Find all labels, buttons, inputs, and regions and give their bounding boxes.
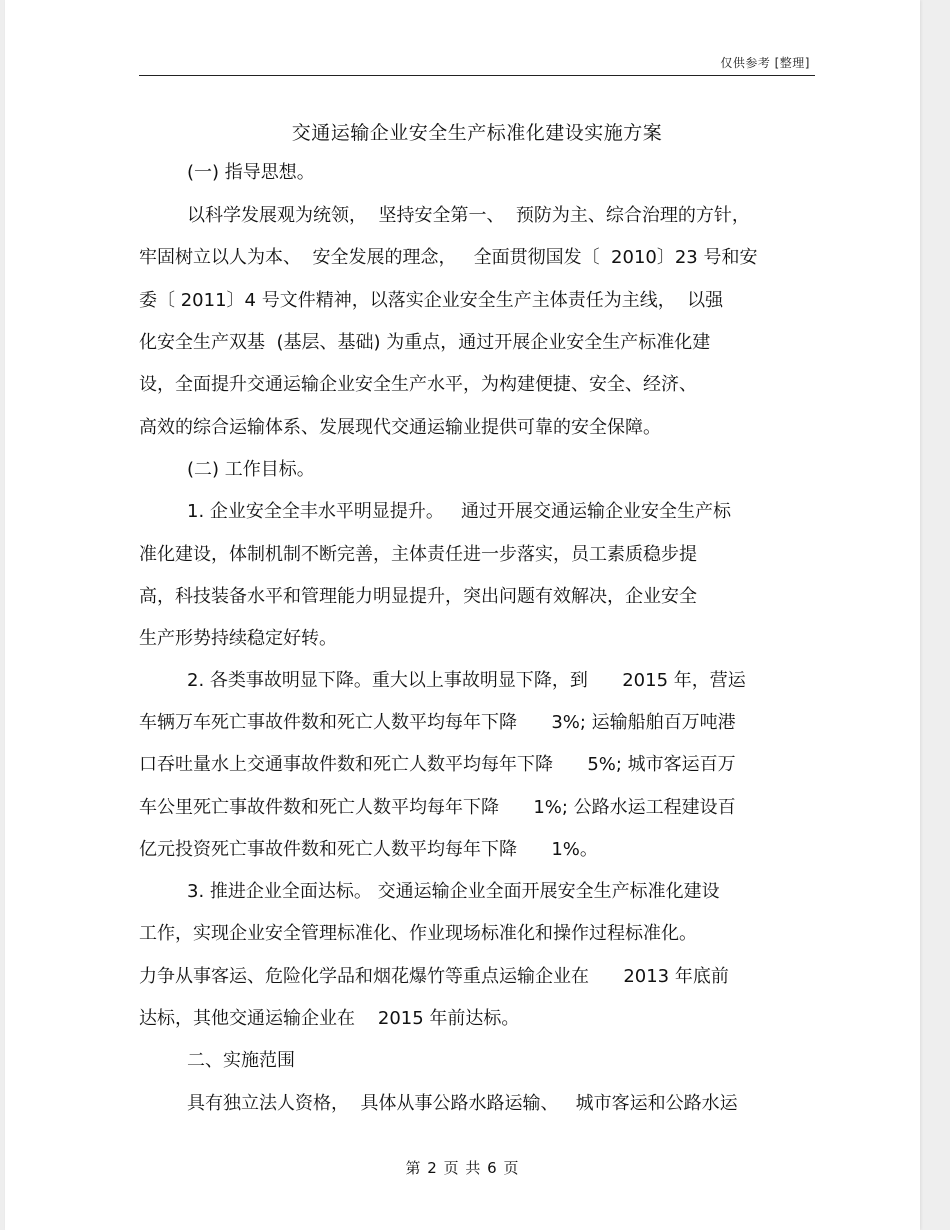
body-line: 生产形势持续稳定好转。	[139, 628, 337, 649]
body-line: 准化建设，体制机制不断完善，主体责任进一步落实，员工素质稳步提	[139, 544, 697, 565]
header-reference: 仅供参考 [整理]	[720, 56, 810, 70]
body-line: 车公里死亡事故件数和死亡人数平均每年下降 1%; 公路水运工程建设百	[139, 797, 736, 818]
document-title: 交通运输企业安全生产标准化建设实施方案	[291, 122, 663, 144]
body-line: 以科学发展观为统领， 坚持安全第一、 预防为主、综合治理的方针，	[187, 205, 750, 226]
body-line: 口吞吐量水上交通事故件数和死亡人数平均每年下降 5%; 城市客运百万	[139, 754, 736, 775]
body-line: 2. 各类事故明显下降。重大以上事故明显下降，到 2015 年，营运	[187, 670, 746, 691]
body-line: 达标，其他交通运输企业在 2015 年前达标。	[139, 1008, 520, 1029]
body-line: 3. 推进企业全面达标。 交通运输企业全面开展安全生产标准化建设	[187, 881, 720, 902]
section-heading: (二) 工作目标。	[187, 459, 315, 480]
body-line: 1. 企业安全全丰水平明显提升。 通过开展交通运输企业安全生产标	[187, 501, 732, 522]
body-line: 化安全生产双基 (基层、基础) 为重点，通过开展企业安全生产标准化建	[139, 332, 711, 353]
body-line: 牢固树立以人为本、 安全发展的理念， 全面贯彻国发〔 2010〕23 号和安	[139, 247, 758, 268]
section-heading: 二、实施范围	[187, 1050, 295, 1071]
body-line: 委〔 2011〕4 号文件精神，以落实企业安全生产主体责任为主线， 以强	[139, 290, 724, 311]
header-divider	[139, 75, 815, 76]
body-line: 力争从事客运、危险化学品和烟花爆竹等重点运输企业在 2013 年底前	[139, 966, 729, 987]
body-line: 亿元投资死亡事故件数和死亡人数平均每年下降 1%。	[139, 839, 598, 860]
body-line: 具有独立法人资格， 具体从事公路水路运输、 城市客运和公路水运	[187, 1093, 738, 1114]
document-page	[5, 0, 920, 1230]
body-line: 高，科技装备水平和管理能力明显提升，突出问题有效解决，企业安全	[139, 586, 697, 607]
body-line: 设，全面提升交通运输企业安全生产水平，为构建便捷、安全、经济、	[139, 374, 697, 395]
section-heading: (一) 指导思想。	[187, 162, 315, 183]
body-line: 车辆万车死亡事故件数和死亡人数平均每年下降 3%; 运输船舶百万吨港	[139, 712, 736, 733]
body-line: 高效的综合运输体系、发展现代交通运输业提供可靠的安全保障。	[139, 417, 661, 438]
page-number: 第 2 页 共 6 页	[405, 1159, 520, 1177]
body-line: 工作，实现企业安全管理标准化、作业现场标准化和操作过程标准化。	[139, 923, 697, 944]
